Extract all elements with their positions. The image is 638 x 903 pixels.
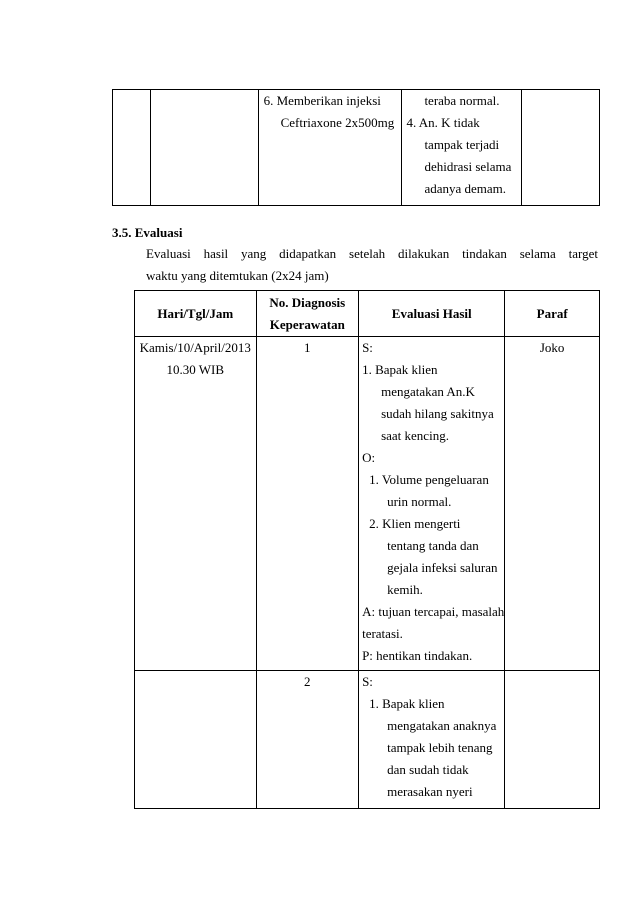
result-line: tentang tanda dan	[387, 538, 479, 553]
date-text: Kamis/10/April/2013	[139, 340, 251, 355]
list-item: tampak terjadi	[424, 137, 500, 152]
table-cell	[258, 90, 402, 206]
result-line: urin normal.	[387, 494, 452, 509]
result-line: dan sudah tidak	[387, 762, 469, 777]
table-header-row	[135, 291, 600, 337]
list-item: 4. An. K tidak	[406, 115, 480, 130]
list-item: teraba normal.	[424, 93, 500, 108]
list-item: Ceftriaxone 2x500mg	[280, 115, 395, 130]
table-cell	[402, 90, 522, 206]
result-line: A: tujuan tercapai, masalah	[362, 604, 505, 619]
sign-cell	[505, 337, 600, 671]
evaluation-table	[134, 290, 600, 809]
list-item: adanya demam.	[424, 181, 507, 196]
result-line: 2. Klien mengerti	[369, 516, 461, 531]
result-line: merasakan nyeri	[387, 784, 473, 799]
result-line: teratasi.	[362, 626, 403, 641]
diagnosis-number: 1	[304, 340, 311, 355]
section-paragraph: waktu yang ditemtukan (2x24 jam)	[146, 268, 329, 283]
section-title: 3.5. Evaluasi	[112, 225, 183, 240]
list-item: 6. Memberikan injeksi	[263, 93, 381, 108]
result-line: saat kencing.	[381, 428, 449, 443]
result-line: tampak lebih tenang	[387, 740, 493, 755]
section-paragraph: Evaluasi hasil yang didapatkan setelah dilakukan tindakan selama target	[146, 246, 598, 261]
header-diagnosis	[256, 291, 359, 337]
header-diagnosis-line2: Keperawatan	[269, 316, 345, 332]
diagnosis-cell	[256, 337, 359, 671]
result-line: O:	[362, 450, 376, 465]
result-cell	[359, 671, 505, 809]
table-row	[135, 671, 600, 809]
result-line: kemih.	[387, 582, 423, 597]
list-item: dehidrasi selama	[424, 159, 512, 174]
diagnosis-cell	[256, 671, 359, 809]
result-line: 1. Volume pengeluaran	[369, 472, 489, 487]
sign-cell	[505, 671, 600, 809]
header-sign: Paraf	[505, 291, 600, 337]
result-line: mengatakan An.K	[381, 384, 475, 399]
header-date: Hari/Tgl/Jam	[135, 291, 257, 337]
header-diagnosis-line1: No. Diagnosis	[269, 294, 346, 310]
result-line: 1. Bapak klien	[369, 696, 445, 711]
result-line: gejala infeksi saluran	[387, 560, 498, 575]
table-cell	[522, 90, 600, 206]
result-line: S:	[362, 340, 373, 355]
date-cell	[135, 671, 257, 809]
sign-text: Joko	[539, 340, 565, 355]
result-line: S:	[362, 674, 373, 689]
result-line: mengatakan anaknya	[387, 718, 497, 733]
date-cell	[135, 337, 257, 671]
time-text: 10.30 WIB	[166, 362, 225, 377]
diagnosis-number: 2	[304, 674, 311, 689]
continued-table	[112, 89, 600, 206]
result-line: 1. Bapak klien	[362, 362, 438, 377]
table-cell	[151, 90, 258, 206]
result-line: P: hentikan tindakan.	[362, 648, 473, 663]
header-result: Evaluasi Hasil	[359, 291, 505, 337]
result-cell	[359, 337, 505, 671]
table-cell	[113, 90, 151, 206]
table-row	[135, 337, 600, 671]
result-line: sudah hilang sakitnya	[381, 406, 494, 421]
